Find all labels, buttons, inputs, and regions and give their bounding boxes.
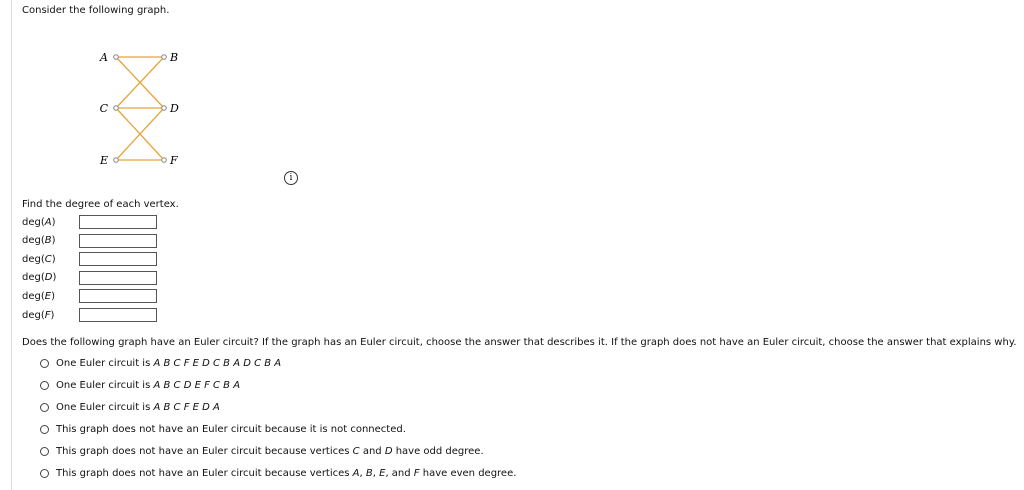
radio-button[interactable]: [40, 381, 49, 390]
answer-option-5[interactable]: [40, 444, 484, 458]
radio-button[interactable]: [40, 447, 49, 456]
graph-figure: [80, 42, 200, 172]
answer-option-6[interactable]: [40, 466, 516, 480]
degree-input-A[interactable]: [79, 215, 157, 229]
vertex-label-D: D: [170, 102, 179, 115]
degree-label: deg(A): [22, 216, 56, 228]
vertex-label-F: F: [170, 154, 178, 167]
vertex-B: [162, 55, 167, 60]
degree-input-F[interactable]: [79, 308, 157, 322]
degree-input-C[interactable]: [79, 252, 157, 266]
answer-option-2[interactable]: [40, 378, 240, 392]
degree-row-C: [22, 251, 157, 267]
euler-question: Does the following graph have an Euler circuit? If the graph has an Euler circuit, choose the answer that describes it. If the graph does not have an Euler circuit, choose the answer that explains why.: [22, 337, 1017, 348]
info-icon[interactable]: i: [284, 171, 298, 185]
answer-option-text: This graph does not have an Euler circuit because vertices C and D have odd degree.: [56, 445, 484, 457]
degree-input-B[interactable]: [79, 234, 157, 248]
prompt-text: Consider the following graph.: [22, 5, 170, 16]
degree-row-E: [22, 288, 157, 304]
vertex-F: [162, 158, 167, 163]
degree-row-D: [22, 270, 157, 286]
vertex-D: [162, 106, 167, 111]
left-border: [11, 0, 12, 490]
vertex-label-E: E: [99, 154, 108, 167]
answer-option-text: This graph does not have an Euler circuit because it is not connected.: [56, 423, 406, 435]
answer-option-text: One Euler circuit is A B C F E D C B A D C B A: [56, 357, 282, 369]
vertex-A: [114, 55, 119, 60]
degree-label: deg(D): [22, 272, 57, 284]
radio-button[interactable]: [40, 469, 49, 478]
degree-row-F: [22, 307, 157, 323]
degree-label: deg(E): [22, 290, 55, 302]
degree-input-E[interactable]: [79, 289, 157, 303]
radio-button[interactable]: [40, 359, 49, 368]
degree-label: deg(C): [22, 253, 56, 265]
degree-label: deg(B): [22, 235, 56, 247]
degree-row-A: [22, 214, 157, 230]
degree-input-D[interactable]: [79, 271, 157, 285]
vertex-label-A: A: [100, 51, 108, 64]
answer-option-text: One Euler circuit is A B C D E F C B A: [56, 379, 241, 391]
answer-option-text: This graph does not have an Euler circuit because vertices A, B, E, and F have even degree.: [56, 467, 517, 479]
answer-option-text: One Euler circuit is A B C F E D A: [56, 401, 220, 413]
vertex-E: [114, 158, 119, 163]
vertex-label-B: B: [170, 51, 179, 64]
vertex-C: [114, 106, 119, 111]
degree-row-B: [22, 233, 157, 249]
radio-button[interactable]: [40, 403, 49, 412]
degree-label: deg(F): [22, 309, 55, 321]
answer-option-1[interactable]: [40, 356, 281, 370]
answer-option-3[interactable]: [40, 400, 220, 414]
radio-button[interactable]: [40, 425, 49, 434]
answer-option-4[interactable]: [40, 422, 406, 436]
vertex-label-C: C: [99, 102, 108, 115]
find-degree-label: Find the degree of each vertex.: [22, 199, 179, 210]
